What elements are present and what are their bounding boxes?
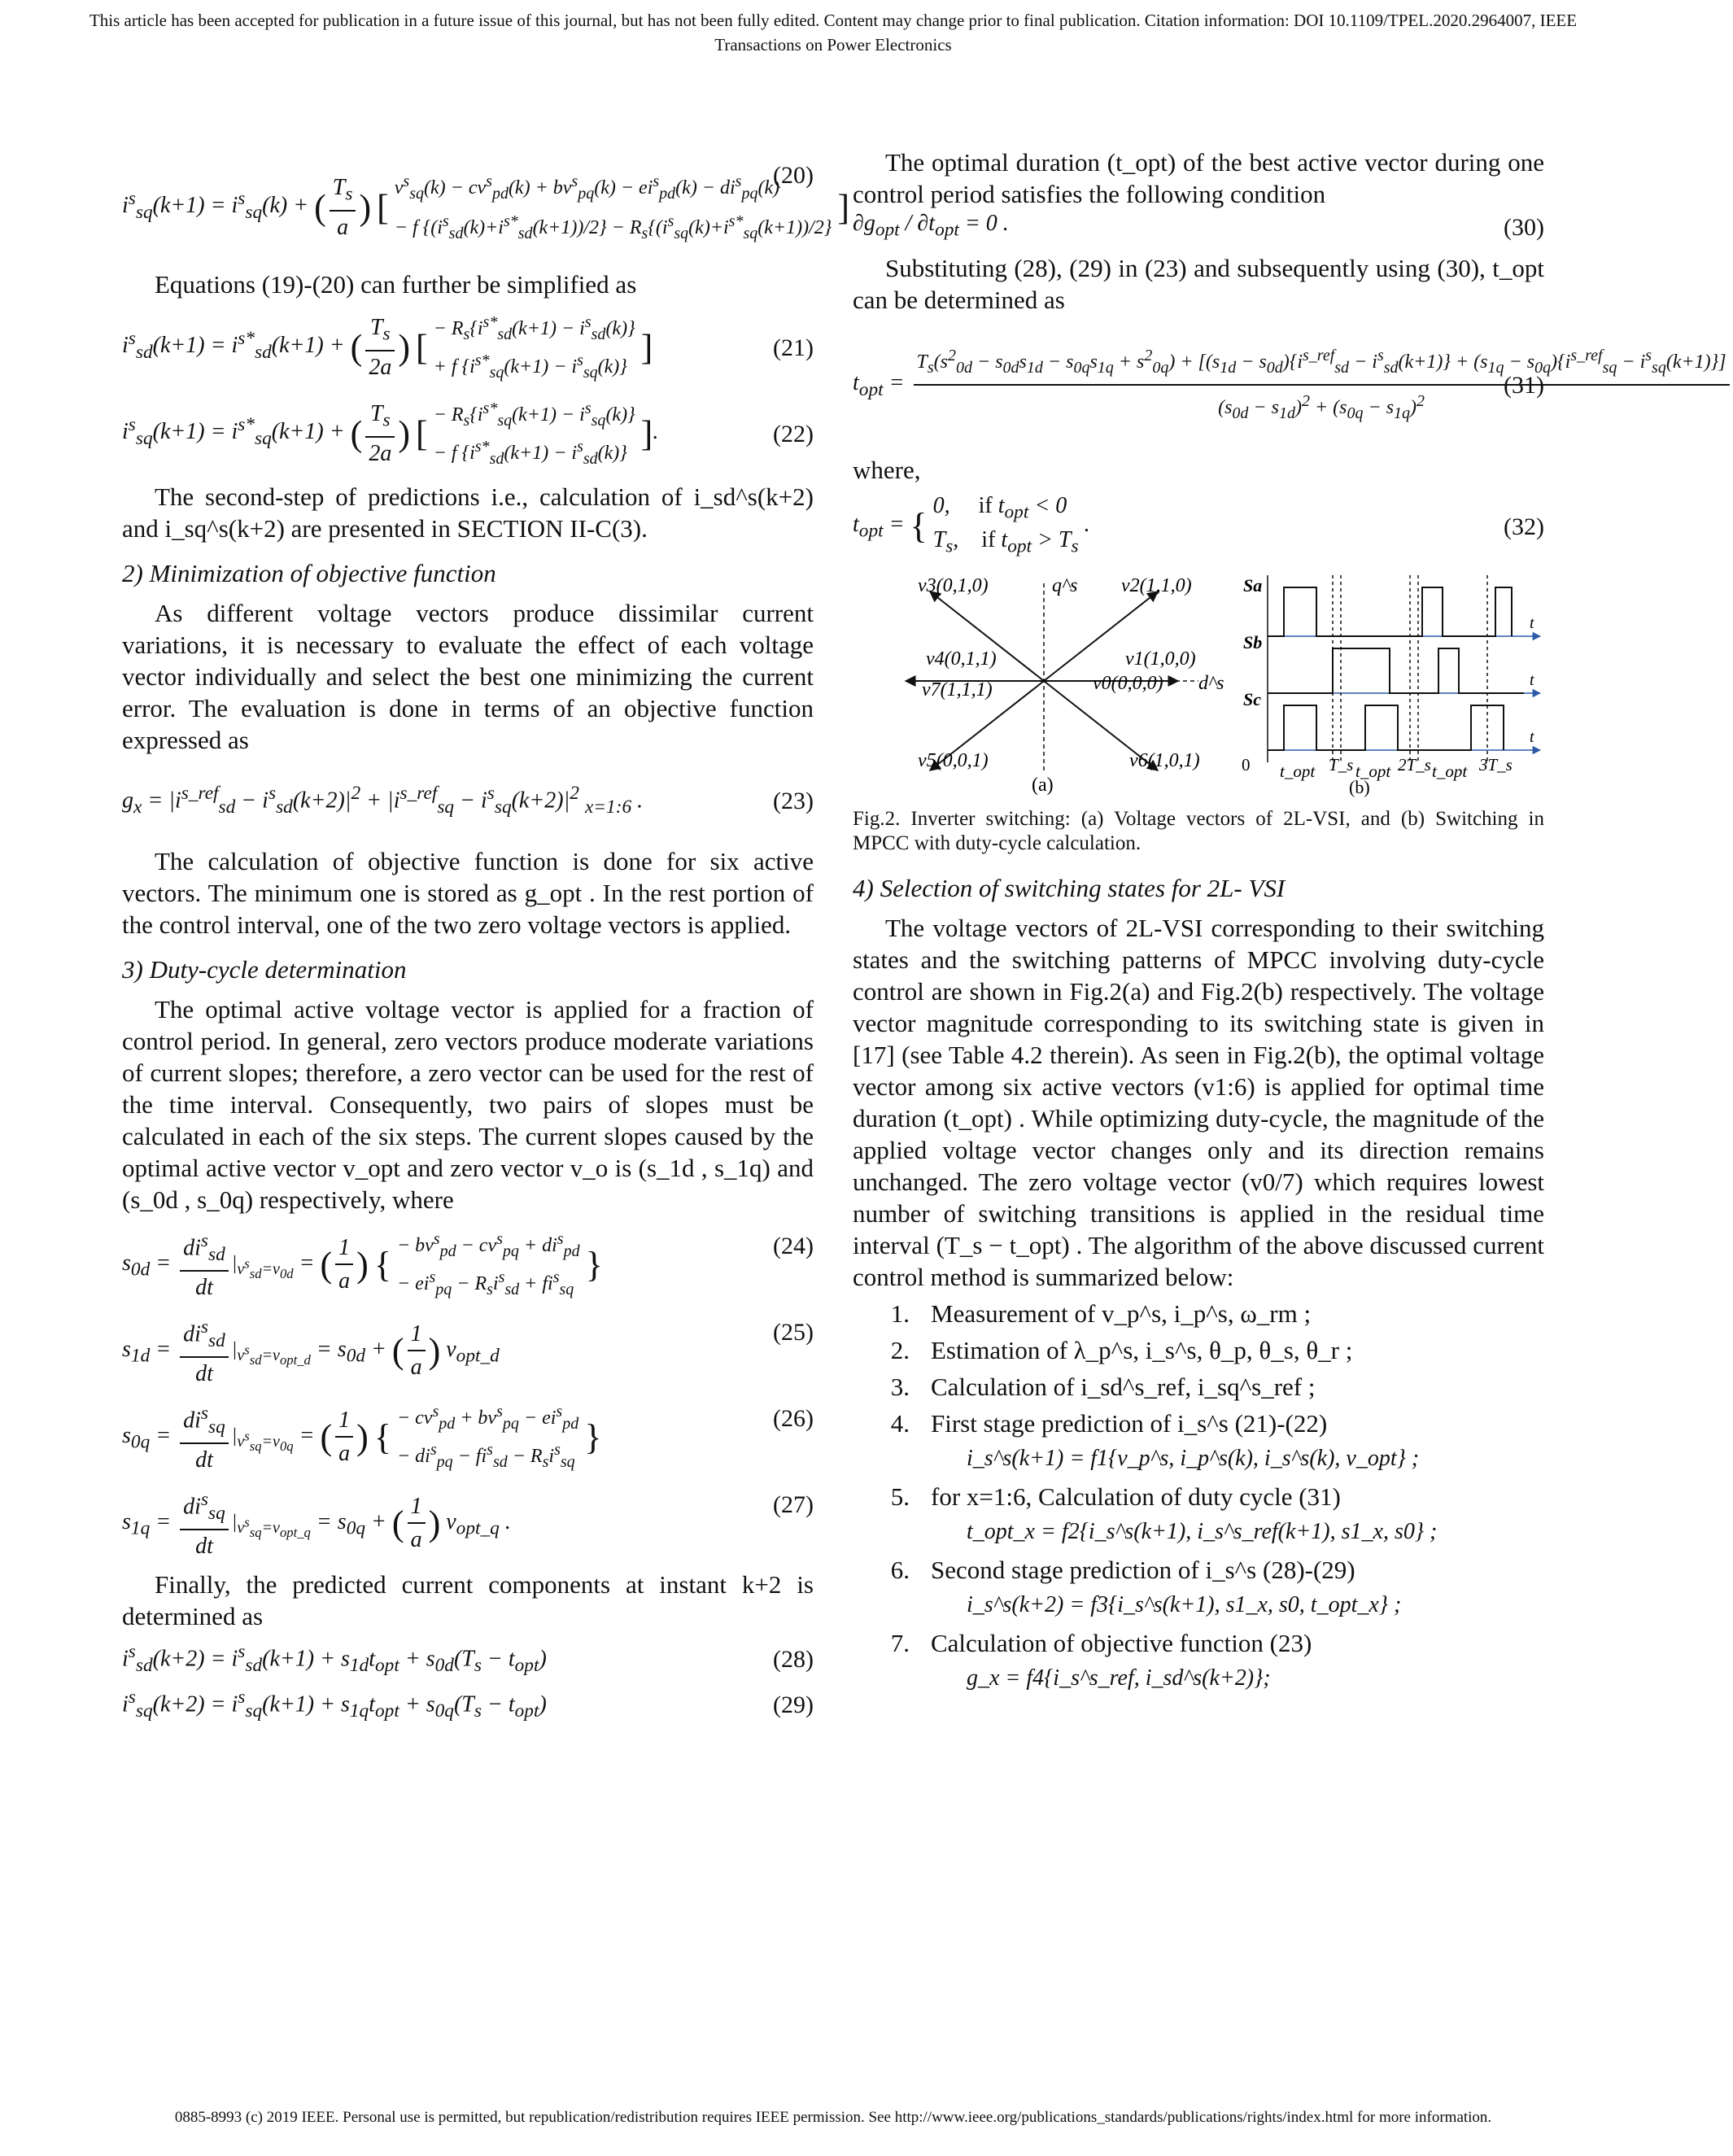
label-v7: v7(1,1,1) — [922, 679, 993, 700]
equation-28-body: $i^s_{sd}(k+2) = i^s_{sd}(k+1) + s_{1d}t_{opt} + s_{0d}(T_s - t_{opt})$ — [122, 1641, 547, 1676]
equation-31-body: $t_{opt}$ = $T_s(s^2_{0d} - s_{0d}s_{1d} - s_{0q}s_{1q} + s^2_{0q}) + [(s_{1d} - s_{0d})\{i^{s\_ref}_{sd} - i^s_{sd}(k+1)\} + (s_{1q} - s_{0q})\{i^{s\_ref}_{sq} - i^s_{sq}(k+1)\}]$ $(s_{0d} - s_{1d})^2 + (s_{0q} - s_{1q})^2$ — [853, 340, 1733, 430]
paragraph-minimization-2: The calculation of objective function is done for six active vectors. The minimum one is stored as g_opt . In the rest portion of the control interval, one of the two zero voltage vectors is applied. — [122, 847, 814, 939]
tick-topt-3: t_opt — [1432, 762, 1468, 781]
paragraph-selection: The voltage vectors of 2L-VSI corresponding to their switching states and the switching patterns of MPCC involving duty-cycle control are shown in Fig.2(a) and Fig.2(b) respectively. The voltage vector magnitude corresponding to its switching state is given in [17] (see Table 4.2 therein). As seen in Fig.2(b), the optimal voltage vector among six active vectors (v1:6) is applied for optimal time duration (t_opt) . While optimizing duty-cycle, the magnitude of the applied voltage vector changes only and its direction remains unchanged. The zero voltage vector (v0/7) which requires lowest number of switching transitions is applied in the residual time interval (T_s − t_opt) . The algorithm of the above discussed current control method is summarized below: — [853, 914, 1544, 1291]
equation-25-body: $s_{1d}$ = $\frac{di^s_{sd}}{dt}$ $|_{v^s_{sd}=v_{opt\_d}} = s_{0d}$ + ( $\frac{1}{a}$ ) $v_{opt\_d}$ — [122, 1311, 814, 1390]
equation-22-number: (22) — [773, 420, 814, 447]
paragraph-finally: Finally, the predicted current components at instant k+2 is determined as — [122, 1570, 814, 1630]
sc-waveform — [1268, 705, 1504, 750]
equation-30 — [853, 210, 1544, 244]
right-column — [853, 146, 1726, 1700]
label-v1: v1(1,0,0) — [1125, 648, 1196, 670]
equation-21-body: $i^s_{sd}(k+1) = i^{s*}_{sd}(k+1)$ + ( $\frac{T_s}{2a}$ ) [ − $R_s\{i^{s*}_{sd}(k+1) - i^s_{sd}(k)\}$ + f $\{i^{s*}_{sq}(k+1) - i^s_{sq}(k)\}$ ] — [122, 309, 814, 386]
notice-line-2: Transactions on Power Electronics — [714, 35, 952, 55]
tick-3ts: 3T_s — [1479, 755, 1513, 775]
label-d-axis: d^s — [1198, 673, 1224, 694]
equation-20-number: (20) — [773, 162, 814, 189]
tick-0: 0 — [1242, 755, 1251, 775]
tick-ts: T_s — [1329, 755, 1354, 775]
left-column — [122, 146, 850, 1731]
equation-27-number: (27) — [773, 1491, 814, 1518]
label-q-axis: q^s — [1052, 575, 1078, 596]
equation-26-number: (26) — [773, 1405, 814, 1432]
label-v5: v5(0,0,1) — [918, 750, 989, 771]
where-label: where, — [853, 456, 921, 484]
label-b: (b) — [1349, 777, 1370, 797]
equation-24-body: $s_{0d}$ = $\frac{di^s_{sd}}{dt}$ $|_{v^s_{sd}=v_{0d}}$ = ( $\frac{1}{a}$ ) { − $bv^s_{pd} - cv^s_{pq} + di^s_{pd}$ − $ei^s_{pq} - R_si^s_{sd} + fi^s_{sq}$ } — [122, 1225, 814, 1304]
sb-waveform — [1268, 648, 1524, 693]
equation-26-body: $s_{0q}$ = $\frac{di^s_{sq}}{dt}$ $|_{v^s_{sq}=v_{0q}}$ = ( $\frac{1}{a}$ ) { − $cv^s_{pd} + bv^s_{pq} - ei^s_{pd}$ − $di^s_{pq} - fi^s_{sd} - R_si^s_{sq}$ } — [122, 1398, 814, 1477]
algorithm-step-formula: i_s^s(k+1) = f1{v_p^s, i_p^s(k), i_s^s(k), v_opt} ; — [967, 1446, 1420, 1471]
algorithm-step-formula: i_s^s(k+2) = f3{i_s^s(k+1), s1_x, s0, t_opt_x} ; — [967, 1592, 1402, 1617]
label-sb: Sb — [1243, 632, 1263, 652]
journal-notice — [0, 8, 1666, 57]
equation-21 — [122, 308, 814, 386]
equation-29 — [122, 1686, 814, 1723]
algorithm-step: 1. Measurement of v_p^s, i_p^s, ω_rm ; — [890, 1299, 1312, 1328]
equation-20-body: $i^s_{sq}(k+1) = i^s_{sq}(k)$ + ( $\frac{T_s}{a}$ ) [ $v^s_{sq}(k) - cv^s_{pd}(k) + bv^s_{pq}(k) - ei^s_{pd}(k) - di^s_{pq}(k)$ − f $\{(i^s_{sd}(k)+i^{s*}_{sd}(k+1))/2\} - R_s\{(i^s_{sq}(k)+i^{s*}_{sq}(k+1))/2\}$ ] — [122, 172, 850, 242]
equation-30-number: (30) — [1504, 213, 1544, 241]
label-v3: v3(0,1,0) — [918, 575, 989, 596]
label-v4: v4(0,1,1) — [926, 648, 997, 670]
label-t-3: t — [1530, 728, 1534, 746]
section-2-title: 2) Minimization of objective function — [122, 559, 496, 587]
equation-31 — [853, 324, 1726, 446]
section-4-title: 4) Selection of switching states for 2L- VSI — [853, 874, 1286, 902]
vector-diagram — [906, 575, 1224, 796]
label-t-2: t — [1530, 671, 1534, 689]
label-a: (a) — [1032, 775, 1054, 796]
algorithm-step: 3. Calculation of i_sd^s_ref, i_sq^s_ref ; — [890, 1373, 1316, 1401]
equation-23-body: $g_x = |i^{s\_ref}_{sd} - i^s_{sd}(k+2)|^2 + |i^{s\_ref}_{sq} - i^s_{sq}(k+2)|^2$ $_{x=1:6}$ . — [122, 783, 644, 818]
notice-line-1: This article has been accepted for publication in a future issue of this journal, but has not been fully edited. Content may change prior to final publication. Citation information: DOI 10.1109/TPEL.2020.2964007, IEEE — [89, 11, 1578, 30]
equation-20 — [122, 155, 850, 260]
algorithm-list — [853, 1298, 1544, 1694]
algorithm-step: 2. Estimation of λ_p^s, i_s^s, θ_p, θ_s, θ_r ; — [890, 1336, 1353, 1364]
equation-27-body: $s_{1q}$ = $\frac{di^s_{sq}}{dt}$ $|_{v^s_{sq}=v_{opt\_q}} = s_{0q}$ + ( $\frac{1}{a}$ ) $v_{opt\_q}$ . — [122, 1484, 814, 1563]
equation-26 — [122, 1396, 814, 1477]
paragraph-substituting: Substituting (28), (29) in (23) and subsequently using (30), t_opt can be determined as — [853, 254, 1544, 314]
label-v0: v0(0,0,0) — [1093, 673, 1163, 694]
label-t-1: t — [1530, 614, 1534, 632]
algorithm-step: 4. First stage prediction of i_s^s (21)-(22) — [890, 1409, 1328, 1438]
paragraph-duty-cycle: The optimal active voltage vector is applied for a fraction of control period. In general, zero vectors produce moderate variations of current slopes; therefore, a zero vector can be used for the rest of the time interval. Consequently, two pairs of slopes must be calculated in each of the six steps. The current slopes caused by the optimal active vector v_opt and zero vector v_o is (s_1d , s_1q) and (s_0d , s_0q) respectively, where — [122, 995, 814, 1214]
tick-topt-1: t_opt — [1280, 762, 1316, 781]
copyright-footer: 0885-8993 (c) 2019 IEEE. Personal use is permitted, but republication/redistribution requires IEEE permission. See http://www.ieee.org/publications_standards/publications/rights/index.html for more information. — [174, 2109, 1492, 2126]
switching-diagram — [1242, 575, 1540, 797]
tick-2ts: 2T_s — [1398, 755, 1431, 775]
figure-2 — [853, 567, 1544, 795]
equation-22-body: $i^s_{sq}(k+1) = i^{s*}_{sq}(k+1)$ + ( $\frac{T_s}{2a}$ ) [ − $R_s\{i^{s*}_{sq}(k+1) - i^s_{sq}(k)\}$ − f $\{i^{s*}_{sd}(k+1) - i^s_{sd}(k)\}$ ]. — [122, 395, 814, 472]
equation-24 — [122, 1224, 814, 1305]
equation-28 — [122, 1640, 814, 1678]
paragraph-minimization-1: As different voltage vectors produce dissimilar current variations, it is necessary to evaluate the effect of each voltage vector individually and select the best one minimizing the current error. The evaluation is done in terms of an objective function expressed as — [122, 599, 814, 754]
algorithm-step-formula: t_opt_x = f2{i_s^s(k+1), i_s^s_ref(k+1), s1_x, s0} ; — [967, 1519, 1438, 1544]
label-sc: Sc — [1243, 689, 1261, 709]
tick-topt-2: t_opt — [1355, 762, 1391, 781]
algorithm-step: 6. Second stage prediction of i_s^s (28)-(29) — [890, 1556, 1355, 1584]
section-3-title: 3) Duty-cycle determination — [122, 955, 407, 984]
equation-24-number: (24) — [773, 1233, 814, 1259]
equation-25 — [122, 1313, 814, 1388]
figure-2-caption: Fig.2. Inverter switching: (a) Voltage vectors of 2L-VSI, and (b) Switching in MPCC with duty-cycle calculation. — [853, 808, 1544, 854]
paragraph-topt: The optimal duration (t_opt) of the best active vector during one control period satisfies the following condition — [853, 148, 1544, 208]
equation-29-number: (29) — [773, 1691, 814, 1718]
paragraph-simplified: Equations (19)-(20) can further be simplified as — [155, 270, 637, 299]
equation-29-body: $i^s_{sq}(k+2) = i^s_{sq}(k+1) + s_{1q}t_{opt} + s_{0q}(T_s - t_{opt})$ — [122, 1687, 547, 1722]
equation-23 — [122, 764, 814, 837]
equation-32 — [853, 494, 1544, 559]
equation-22 — [122, 395, 814, 473]
equation-32-body: $t_{opt}$ = { 0, if $t_{opt} < 0$ $T_s$, if $t_{opt} > T_s$ . — [853, 493, 1090, 557]
equation-32-number: (32) — [1504, 513, 1544, 540]
algorithm-step: 7. Calculation of objective function (23) — [890, 1629, 1312, 1657]
equation-30-body: $\partial g_{opt} / \partial t_{opt} = 0$ . — [853, 211, 1009, 241]
algorithm-step-formula: g_x = f4{i_s^s_ref, i_sd^s(k+2)}; — [967, 1665, 1271, 1691]
label-sa: Sa — [1243, 575, 1263, 596]
equation-31-number: (31) — [1504, 371, 1544, 399]
label-v6: v6(1,0,1) — [1129, 750, 1200, 771]
equation-27 — [122, 1486, 814, 1560]
paragraph-second-step: The second-step of predictions i.e., calculation of i_sd^s(k+2) and i_sq^s(k+2) are presented in SECTION II-C(3). — [122, 482, 814, 543]
equation-23-number: (23) — [773, 787, 814, 814]
equation-21-number: (21) — [773, 334, 814, 361]
equation-25-number: (25) — [773, 1319, 814, 1346]
sa-waveform — [1268, 587, 1512, 636]
algorithm-step: 5. for x=1:6, Calculation of duty cycle (31) — [890, 1482, 1341, 1511]
label-v2: v2(1,1,0) — [1121, 575, 1192, 596]
equation-28-number: (28) — [773, 1645, 814, 1673]
